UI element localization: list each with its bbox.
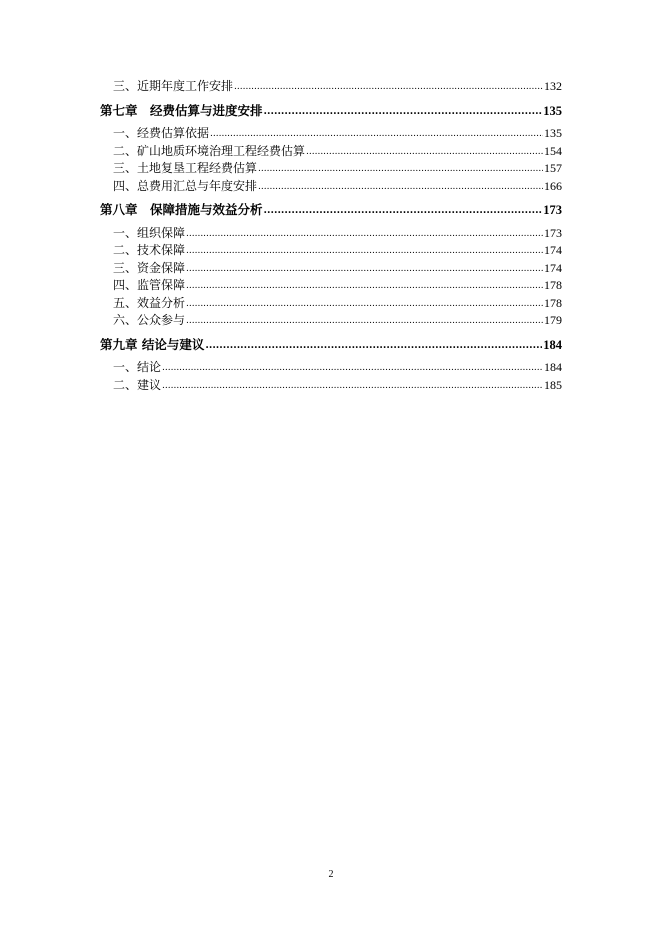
toc-entry[interactable]: [100, 178, 562, 196]
toc-entry-label: 二、技术保障: [113, 243, 186, 257]
toc-leader-dots: [210, 126, 543, 144]
toc-entry-label: 三、近期年度工作安排: [113, 79, 234, 93]
toc-entry-label: 五、效益分析: [113, 295, 186, 310]
toc-entry[interactable]: [100, 143, 562, 161]
toc-chapter-page: 173: [543, 203, 562, 217]
toc-entry-label: 三、土地复垦工程经费估算: [113, 161, 258, 175]
toc-entry-label: 二、矿山地质环境治理工程经费估算: [113, 143, 306, 158]
toc-entry[interactable]: [100, 242, 562, 260]
toc-entry-page: 135: [544, 126, 562, 140]
toc-entry[interactable]: [100, 377, 562, 395]
toc-entry-label: 四、总费用汇总与年度安排: [113, 178, 258, 193]
toc-entry-page: 184: [544, 360, 562, 374]
toc-chapter-entry[interactable]: [100, 336, 562, 354]
toc-entry[interactable]: [100, 225, 562, 243]
toc-leader-dots: [186, 278, 543, 296]
toc-entry-page: 174: [544, 260, 562, 275]
toc-leader-dots: [258, 179, 543, 197]
toc-entry-page: 174: [544, 243, 562, 257]
toc-chapter-label: 第九章 结论与建议: [100, 336, 205, 352]
toc-leader-dots: [306, 144, 543, 162]
toc-leader-dots: [264, 103, 543, 121]
toc-entry[interactable]: [100, 359, 562, 377]
toc-chapter-label: 第七章 经费估算与进度安排: [100, 102, 263, 118]
toc-entry-label: 二、建议: [113, 377, 162, 392]
toc-entry[interactable]: [100, 260, 562, 278]
toc-leader-dots: [186, 226, 543, 244]
toc-entry-page: 157: [544, 161, 562, 175]
toc-entry-page: 179: [544, 313, 562, 327]
toc-entry-page: 178: [544, 278, 562, 292]
toc-entry-label: 一、经费估算依据: [113, 126, 210, 140]
table-of-contents: [100, 78, 562, 394]
toc-entry-page: 166: [544, 178, 562, 193]
toc-entry-label: 四、监管保障: [113, 278, 186, 292]
toc-entry-page: 178: [544, 295, 562, 310]
toc-leader-dots: [264, 202, 543, 220]
toc-leader-dots: [162, 360, 543, 378]
toc-leader-dots: [186, 243, 543, 261]
toc-leader-dots: [258, 161, 543, 179]
toc-chapter-entry[interactable]: [100, 201, 562, 219]
toc-entry[interactable]: [100, 277, 562, 295]
toc-entry-label: 一、组织保障: [113, 225, 186, 240]
toc-entry[interactable]: [100, 295, 562, 313]
toc-entry[interactable]: [100, 160, 562, 178]
toc-chapter-label: 第八章 保障措施与效益分析: [100, 202, 263, 217]
toc-entry-label: 一、结论: [113, 360, 162, 374]
toc-entry-page: 154: [544, 143, 562, 158]
toc-entry[interactable]: [100, 125, 562, 143]
toc-leader-dots: [162, 378, 543, 396]
toc-chapter-page: 184: [543, 337, 562, 352]
toc-entry-page: 173: [544, 225, 562, 240]
toc-leader-dots: [205, 337, 542, 355]
toc-leader-dots: [186, 313, 543, 331]
toc-entry[interactable]: [100, 78, 562, 96]
toc-entry-label: 六、公众参与: [113, 313, 186, 327]
toc-leader-dots: [234, 79, 543, 97]
toc-entry-label: 三、资金保障: [113, 260, 186, 275]
toc-entry[interactable]: [100, 312, 562, 330]
toc-chapter-entry[interactable]: [100, 102, 562, 120]
toc-entry-page: 185: [544, 377, 562, 392]
toc-leader-dots: [186, 261, 543, 279]
toc-entry-page: 132: [544, 79, 562, 93]
page-number: 2: [328, 869, 334, 880]
toc-leader-dots: [186, 296, 543, 314]
toc-chapter-page: 135: [543, 103, 562, 118]
